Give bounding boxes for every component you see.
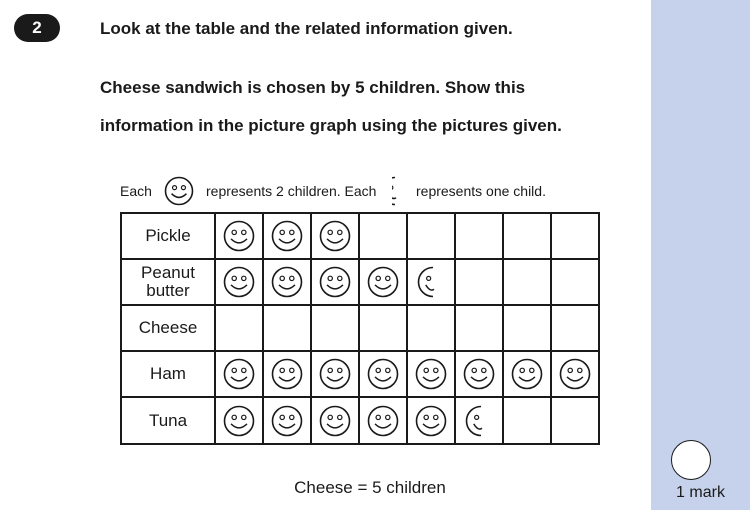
smiley-face-icon (223, 266, 255, 298)
graph-cell (359, 259, 407, 305)
graph-cell (359, 213, 407, 259)
row-label (121, 213, 215, 259)
key-suffix: represents one child. (416, 183, 546, 199)
graph-cell (455, 397, 503, 444)
smiley-face-icon (415, 405, 447, 437)
smiley-face-icon (319, 358, 351, 390)
smiley-face-icon (223, 358, 255, 390)
picture-graph-table (120, 212, 600, 445)
graph-cell (407, 351, 455, 397)
graph-row (121, 305, 599, 351)
smiley-face-icon (271, 266, 303, 298)
half-smiley-face-icon (415, 266, 447, 298)
smiley-face-icon (367, 405, 399, 437)
key-middle-text: represents 2 children. Each (206, 183, 377, 199)
question-instruction: Look at the table and the related information given. (100, 19, 513, 38)
row-label-line: Pickle (145, 226, 191, 245)
smiley-face-icon (223, 220, 255, 252)
graph-cell (263, 397, 311, 444)
half-smiley-face-icon (392, 176, 408, 206)
graph-cell[interactable] (359, 305, 407, 351)
graph-cell (551, 397, 599, 444)
answer-caption: Cheese = 5 children (294, 478, 446, 497)
row-label-line: butter (146, 281, 190, 300)
smiley-face-icon (223, 405, 255, 437)
graph-cell[interactable] (263, 305, 311, 351)
smiley-face-icon (415, 358, 447, 390)
graph-cell (551, 213, 599, 259)
graph-cell[interactable] (551, 305, 599, 351)
graph-cell[interactable] (455, 305, 503, 351)
mark-label: 1 mark (676, 484, 725, 501)
key-prefix: Each (120, 183, 152, 199)
graph-cell (359, 397, 407, 444)
graph-cell (263, 213, 311, 259)
smiley-face-icon (164, 176, 194, 206)
graph-row (121, 213, 599, 259)
row-label-line: Ham (150, 364, 186, 383)
graph-cell (215, 213, 263, 259)
graph-cell (359, 351, 407, 397)
graph-cell (503, 259, 551, 305)
graph-cell (455, 259, 503, 305)
smiley-face-icon (271, 358, 303, 390)
graph-cell[interactable] (407, 305, 455, 351)
graph-cell (263, 259, 311, 305)
graph-cell (503, 397, 551, 444)
smiley-face-icon (319, 266, 351, 298)
question-text-line-1: Cheese sandwich is chosen by 5 children. Show this (100, 78, 526, 97)
graph-cell[interactable] (503, 305, 551, 351)
smiley-face-icon (367, 266, 399, 298)
marking-margin (651, 0, 750, 510)
question-text-line-2: information in the picture graph using the pictures given. (100, 116, 562, 135)
graph-cell (263, 351, 311, 397)
row-label-line: Peanut (141, 263, 195, 282)
graph-cell (455, 351, 503, 397)
graph-cell (311, 351, 359, 397)
row-label (121, 259, 215, 305)
graph-cell (407, 397, 455, 444)
graph-row (121, 397, 599, 444)
graph-cell (407, 213, 455, 259)
smiley-face-icon (511, 358, 543, 390)
question-number-badge: 2 (14, 14, 60, 42)
graph-cell (215, 259, 263, 305)
graph-cell[interactable] (215, 305, 263, 351)
row-label (121, 351, 215, 397)
row-label-line: Cheese (138, 318, 198, 337)
picture-graph-key (120, 174, 640, 208)
graph-cell (551, 259, 599, 305)
graph-cell (215, 397, 263, 444)
row-label (121, 305, 215, 351)
graph-cell (311, 213, 359, 259)
graph-cell (311, 259, 359, 305)
graph-cell (215, 351, 263, 397)
graph-cell (503, 351, 551, 397)
smiley-face-icon (319, 405, 351, 437)
graph-cell (311, 397, 359, 444)
row-label-line: Tuna (148, 410, 188, 430)
smiley-face-icon (559, 358, 591, 390)
half-smiley-face-icon (463, 405, 495, 437)
smiley-face-icon (271, 220, 303, 252)
graph-cell (455, 213, 503, 259)
smiley-face-icon (319, 220, 351, 252)
graph-cell (407, 259, 455, 305)
graph-row (121, 259, 599, 305)
smiley-face-icon (271, 405, 303, 437)
smiley-face-icon (367, 358, 399, 390)
mark-box[interactable] (671, 440, 711, 480)
graph-cell (503, 213, 551, 259)
graph-row (121, 351, 599, 397)
graph-cell (551, 351, 599, 397)
row-label (121, 397, 215, 444)
smiley-face-icon (463, 358, 495, 390)
graph-cell[interactable] (311, 305, 359, 351)
